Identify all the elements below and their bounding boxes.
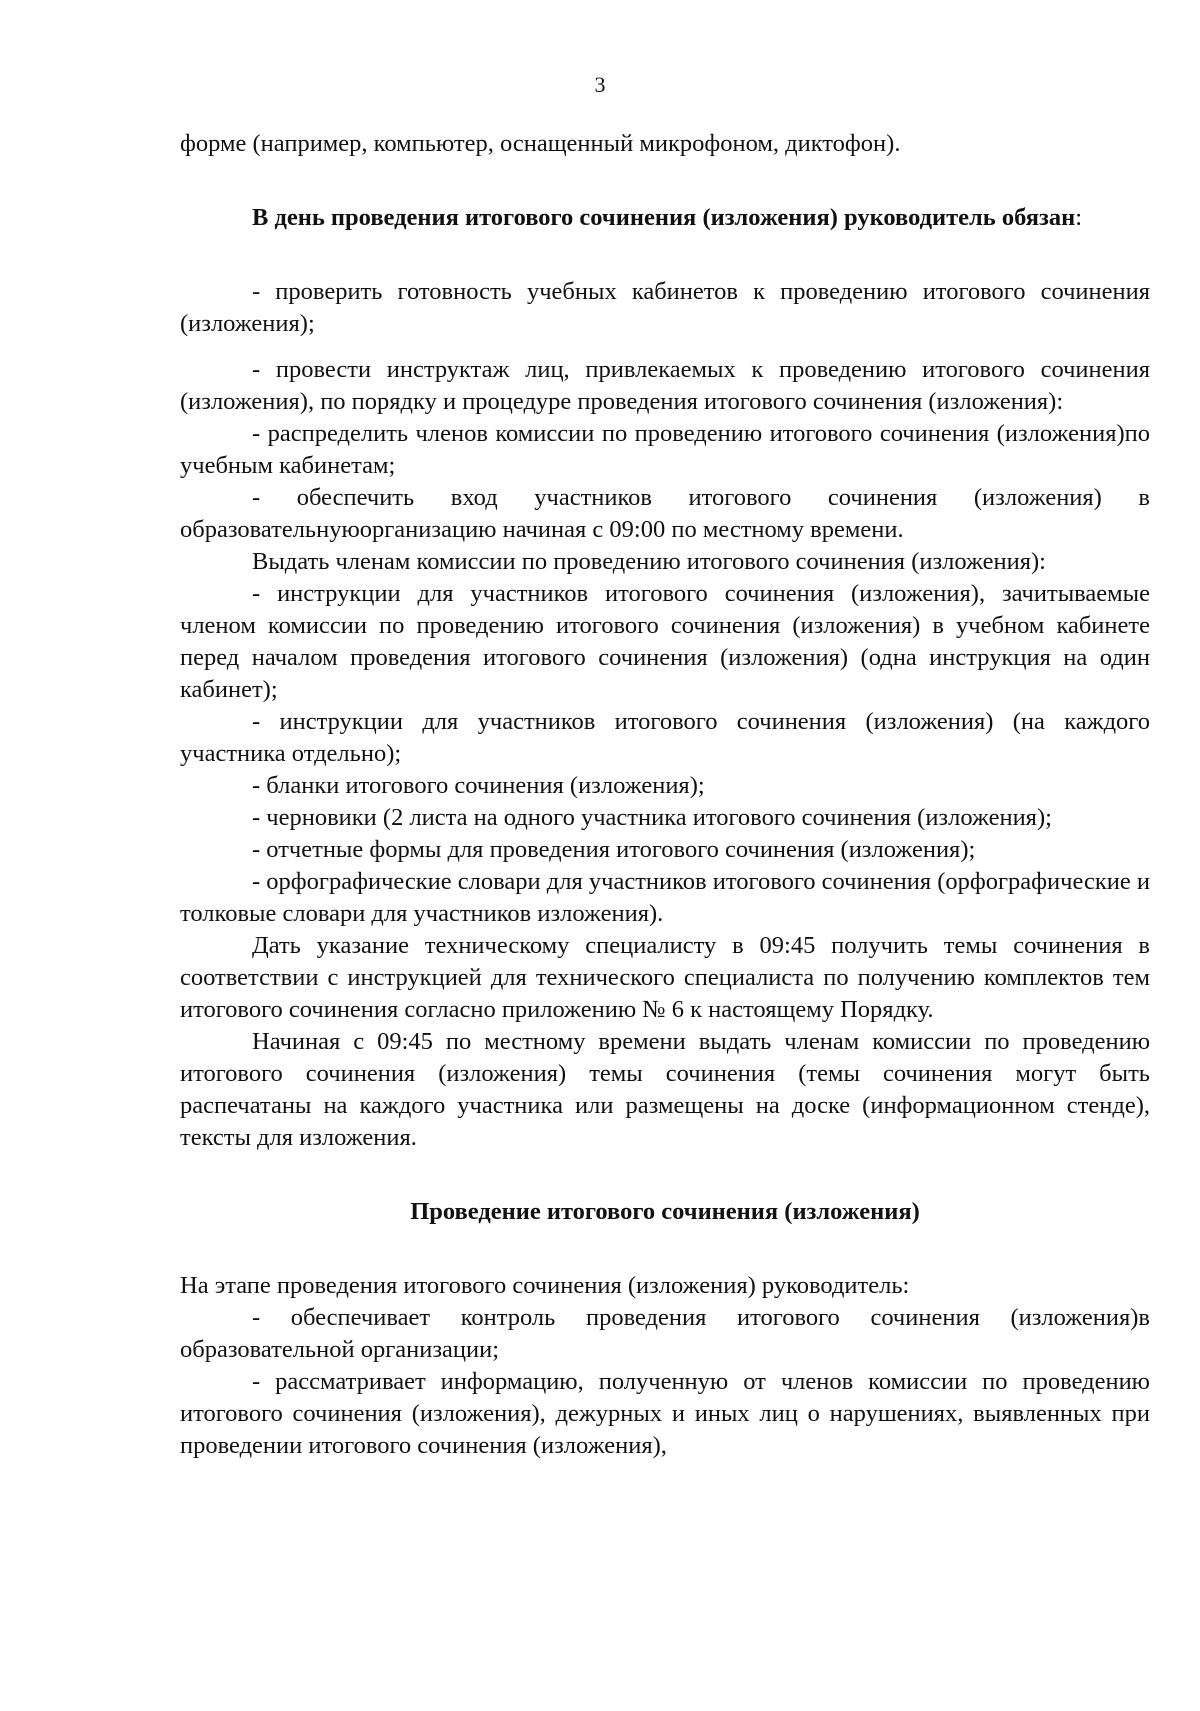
list-item: - бланки итогового сочинения (изложения); xyxy=(252,772,705,799)
document-body xyxy=(180,128,1150,1462)
list-item: - провести инструктаж лиц, привлекаемых к проведению итогового сочинения (изложения), по порядку и процедуре проведения итогового сочинения (изложения): xyxy=(180,356,1150,415)
paragraph: Начиная с 09:45 по местному времени выдать членам комиссии по проведению итогового сочинения (изложения) темы сочинения (темы сочинения могут быть распечатаны на каждого участника или размещены на доске (информационном стенде), тексты для изложения. xyxy=(180,1028,1150,1151)
paragraph: Дать указание техническому специалисту в 09:45 получить темы сочинения в соответствии с инструкцией для технического специалиста по получению комплектов тем итогового сочинения согласно приложению № 6 к настоящему Порядку. xyxy=(180,932,1150,1023)
list-item: - распределить членов комиссии по проведению итогового сочинения (изложения)по учебным кабинетам; xyxy=(180,420,1150,479)
list-item: - черновики (2 листа на одного участника итогового сочинения (изложения); xyxy=(252,804,1052,831)
list-item: - орфографические словари для участников итогового сочинения (орфографические и толковые словари для участников изложения). xyxy=(180,868,1150,927)
list-item: - инструкции для участников итогового сочинения (изложения) (на каждого участника отдельно); xyxy=(180,708,1150,767)
page-number: 3 xyxy=(594,72,606,97)
list-item: - проверить готовность учебных кабинетов к проведению итогового сочинения (изложения); xyxy=(180,278,1150,337)
paragraph: форме (например, компьютер, оснащенный микрофоном, диктофон). xyxy=(180,130,901,157)
list-item: - отчетные формы для проведения итогового сочинения (изложения); xyxy=(252,836,976,863)
list-item: - обеспечивает контроль проведения итогового сочинения (изложения)в образовательной организации; xyxy=(180,1304,1150,1363)
paragraph: На этапе проведения итогового сочинения (изложения) руководитель: xyxy=(180,1272,910,1299)
duties-intro-colon: : xyxy=(1075,204,1083,231)
list-item: - рассматривает информацию, полученную от членов комиссии по проведению итогового сочинения (изложения), дежурных и иных лиц о нарушениях, выявленных при проведении итогового сочинения (изложения), xyxy=(180,1368,1150,1459)
paragraph: Выдать членам комиссии по проведению итогового сочинения (изложения): xyxy=(252,548,1046,575)
section-heading: Проведение итогового сочинения (изложения) xyxy=(410,1198,920,1225)
list-item: - обеспечить вход участников итогового сочинения (изложения) в образовательнуюорганизацию начиная с 09:00 по местному времени. xyxy=(180,484,1150,543)
duties-intro-bold: В день проведения итогового сочинения (изложения) руководитель обязан xyxy=(252,204,1076,231)
duties-intro xyxy=(180,202,1150,234)
list-item: - инструкции для участников итогового сочинения (изложения), зачитываемые членом комиссии по проведению итогового сочинения (изложения) в учебном кабинете перед началом проведения итогового сочинения (изложения) (одна инструкция на один кабинет); xyxy=(180,580,1150,703)
